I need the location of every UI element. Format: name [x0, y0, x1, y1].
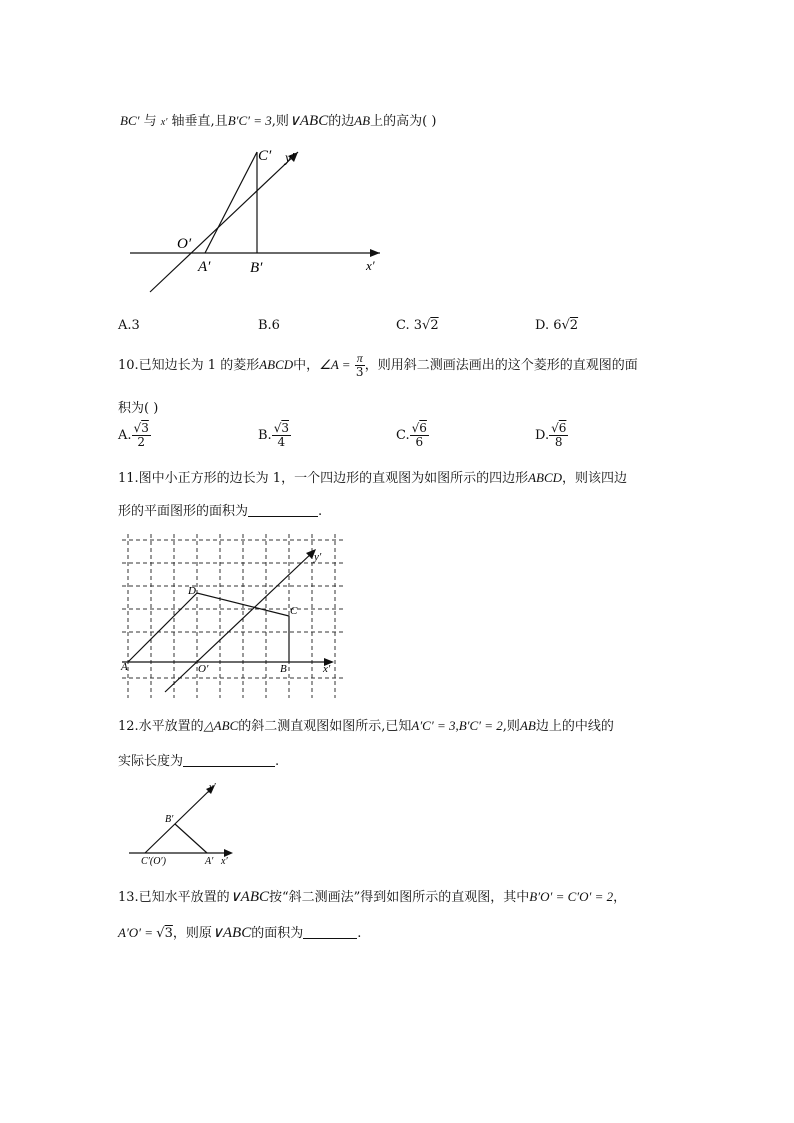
- q11-label-x: x′: [323, 663, 331, 675]
- q9-option-a[interactable]: [118, 318, 140, 333]
- q10-option-b-den: 4: [277, 435, 286, 449]
- q11-label-a: A: [121, 661, 128, 673]
- q11-label-o: O′: [198, 663, 209, 675]
- q11-answer-blank[interactable]: [248, 504, 318, 517]
- q11-text-post: ，则该四边: [562, 471, 628, 486]
- q10-option-d-frac: $\frac{√6}{8}$: [551, 421, 567, 449]
- q13-triangle: ∨ABC: [229, 889, 269, 905]
- q9-seg-ab: AB: [354, 113, 371, 128]
- q10-option-a[interactable]: [118, 422, 151, 449]
- q10-option-c-label: C.: [396, 428, 410, 443]
- q12-text-dot: .: [275, 754, 280, 769]
- q10-text-post: ，则用斜二测画法画出的这个菱形的直观图的面: [364, 358, 638, 373]
- q12-triangle: △ABC: [203, 718, 239, 733]
- q9-text-with: 与: [143, 114, 157, 129]
- q10-angle-num: π: [356, 351, 363, 365]
- q12-text-mid: 的斜二测直观图如图所示,已知: [238, 719, 412, 734]
- q9-stem: [120, 110, 436, 130]
- q10-text-pre: 10.已知边长为 1 的菱形: [118, 358, 260, 373]
- q9-option-d-label: D. 6: [535, 318, 562, 333]
- q9-triangle: ∨ABC: [288, 113, 329, 129]
- q9-option-b-label: B.6: [258, 318, 280, 333]
- q11-text-line2: 形的平面图形的面积为: [118, 504, 249, 519]
- q12-text-pre: 12.水平放置的: [118, 719, 204, 734]
- q10-option-b-frac: $\frac{√3}{4}$: [273, 421, 289, 449]
- q9-label-x: x′: [366, 258, 375, 273]
- q11-text-pre: 11.图中小正方形的边长为 1，一个四边形的直观图为如图所示的四边形: [118, 471, 529, 486]
- q12-label-b: B′: [165, 814, 174, 825]
- q11-text-end: .: [318, 504, 323, 519]
- q13-rad: 3: [164, 926, 173, 941]
- q9-figure: [120, 140, 390, 300]
- q10-angle-frac: [355, 352, 365, 379]
- q10-option-d-label: D.: [535, 428, 550, 443]
- q13-math: B′O′ = C′O′ = 2: [529, 889, 614, 904]
- q13-answer-blank[interactable]: [303, 926, 357, 939]
- q9-text-then: ,则: [271, 114, 289, 129]
- q10-angle-den: 3: [355, 365, 364, 379]
- q9-label-o: O′: [177, 236, 192, 252]
- q10-option-d[interactable]: [535, 422, 568, 449]
- q12-figure: [125, 780, 245, 872]
- q12-label-c: C′(O′): [141, 856, 166, 867]
- q13-text-mid2: ，则原: [172, 926, 212, 941]
- q11-label-b: B: [280, 663, 287, 675]
- q10-option-c-num: 6: [419, 421, 427, 435]
- q12-seg-ab: AB: [519, 718, 536, 733]
- q9-option-c[interactable]: C. 3√2: [396, 318, 439, 333]
- q10-option-a-num: 3: [141, 421, 149, 435]
- q10-stem-line1: [118, 352, 638, 379]
- q9-option-d[interactable]: D. 6√2: [535, 318, 579, 333]
- q11-grid: [122, 534, 344, 698]
- q13-triangle-2: ∨ABC: [211, 925, 252, 941]
- q13-text-pre: 13.已知水平放置的: [118, 890, 230, 905]
- q12-answer-blank[interactable]: [183, 754, 275, 767]
- q10-angle: ∠A =: [319, 357, 351, 372]
- q12-text-end: 边上的中线的: [535, 719, 614, 734]
- q9-axis-x: x′: [160, 117, 168, 128]
- q9-label-c: C′: [258, 148, 272, 164]
- q11-label-c: C: [290, 605, 298, 617]
- q9-seg-bc: BC′: [120, 113, 140, 128]
- q10-option-a-den: 2: [137, 435, 145, 449]
- q13-text-post: 的面积为: [251, 926, 304, 941]
- q13-math-ao: A′O′ =: [118, 925, 157, 940]
- q9-text-perp: 轴垂直,且: [171, 114, 228, 129]
- q9-math-bc: B′C′ = 3: [227, 113, 272, 128]
- q10-option-a-label: A.: [118, 428, 132, 443]
- q13-stem-line2: A′O′ = √3，则原∨ABC的面积为 .: [118, 925, 362, 941]
- q10-option-a-frac: $\frac{√3}{2}$: [133, 421, 149, 449]
- q13-text-end: ，: [613, 890, 627, 905]
- q11-label-y: y′: [314, 551, 322, 563]
- q9-text-edge: 的边: [328, 114, 355, 129]
- q10-option-b-label: B.: [258, 428, 272, 443]
- q11-abcd: ABCD: [528, 470, 563, 485]
- q10-option-c[interactable]: [396, 422, 429, 449]
- q10-option-c-den: 6: [415, 435, 424, 449]
- q10-stem-line2: [118, 397, 158, 416]
- q10-option-b-num: 3: [281, 421, 289, 435]
- q9-option-c-label: C. 3: [396, 318, 423, 333]
- q11-figure: [118, 532, 350, 702]
- q9-option-c-rad: 2: [430, 318, 439, 333]
- q13-text-dot: .: [357, 926, 362, 941]
- q12-stem-line1: [118, 715, 614, 734]
- q13-text-mid: 按“斜二测画法”得到如图所示的直观图，其中: [269, 890, 530, 905]
- q11-stem-line2: [118, 500, 322, 519]
- q9-text-height: 上的高为( ): [370, 114, 437, 129]
- q11-stem-line1: [118, 467, 627, 486]
- q13-stem-line1: [118, 886, 626, 906]
- q10-text-line2: 积为( ): [118, 401, 159, 416]
- q10-option-d-num: 6: [558, 421, 567, 435]
- q10-abcd: ABCD: [259, 357, 294, 372]
- q12-text-post: ,则: [502, 719, 520, 734]
- q11-label-d: D: [188, 585, 196, 597]
- q10-text-mid: 中，: [293, 358, 320, 373]
- q9-label-a: A′: [198, 259, 211, 275]
- q12-label-a: A′: [205, 856, 214, 867]
- q12-stem-line2: [118, 750, 279, 769]
- q12-label-y: y′: [209, 782, 216, 793]
- q12-label-x: x′: [221, 856, 228, 867]
- q12-math: A′C′ = 3,B′C′ = 2: [411, 718, 503, 733]
- q12-text-line2: 实际长度为: [118, 754, 184, 769]
- q9-label-y: y′: [285, 151, 295, 166]
- q9-option-a-label: A.3: [118, 318, 140, 333]
- q9-option-d-rad: 2: [569, 318, 579, 333]
- q10-option-d-den: 8: [554, 435, 563, 449]
- q9-label-b: B′: [250, 260, 263, 276]
- q9-option-b[interactable]: [258, 318, 280, 333]
- q10-option-b[interactable]: [258, 422, 291, 449]
- q10-option-c-frac: $\frac{√6}{6}$: [411, 421, 427, 449]
